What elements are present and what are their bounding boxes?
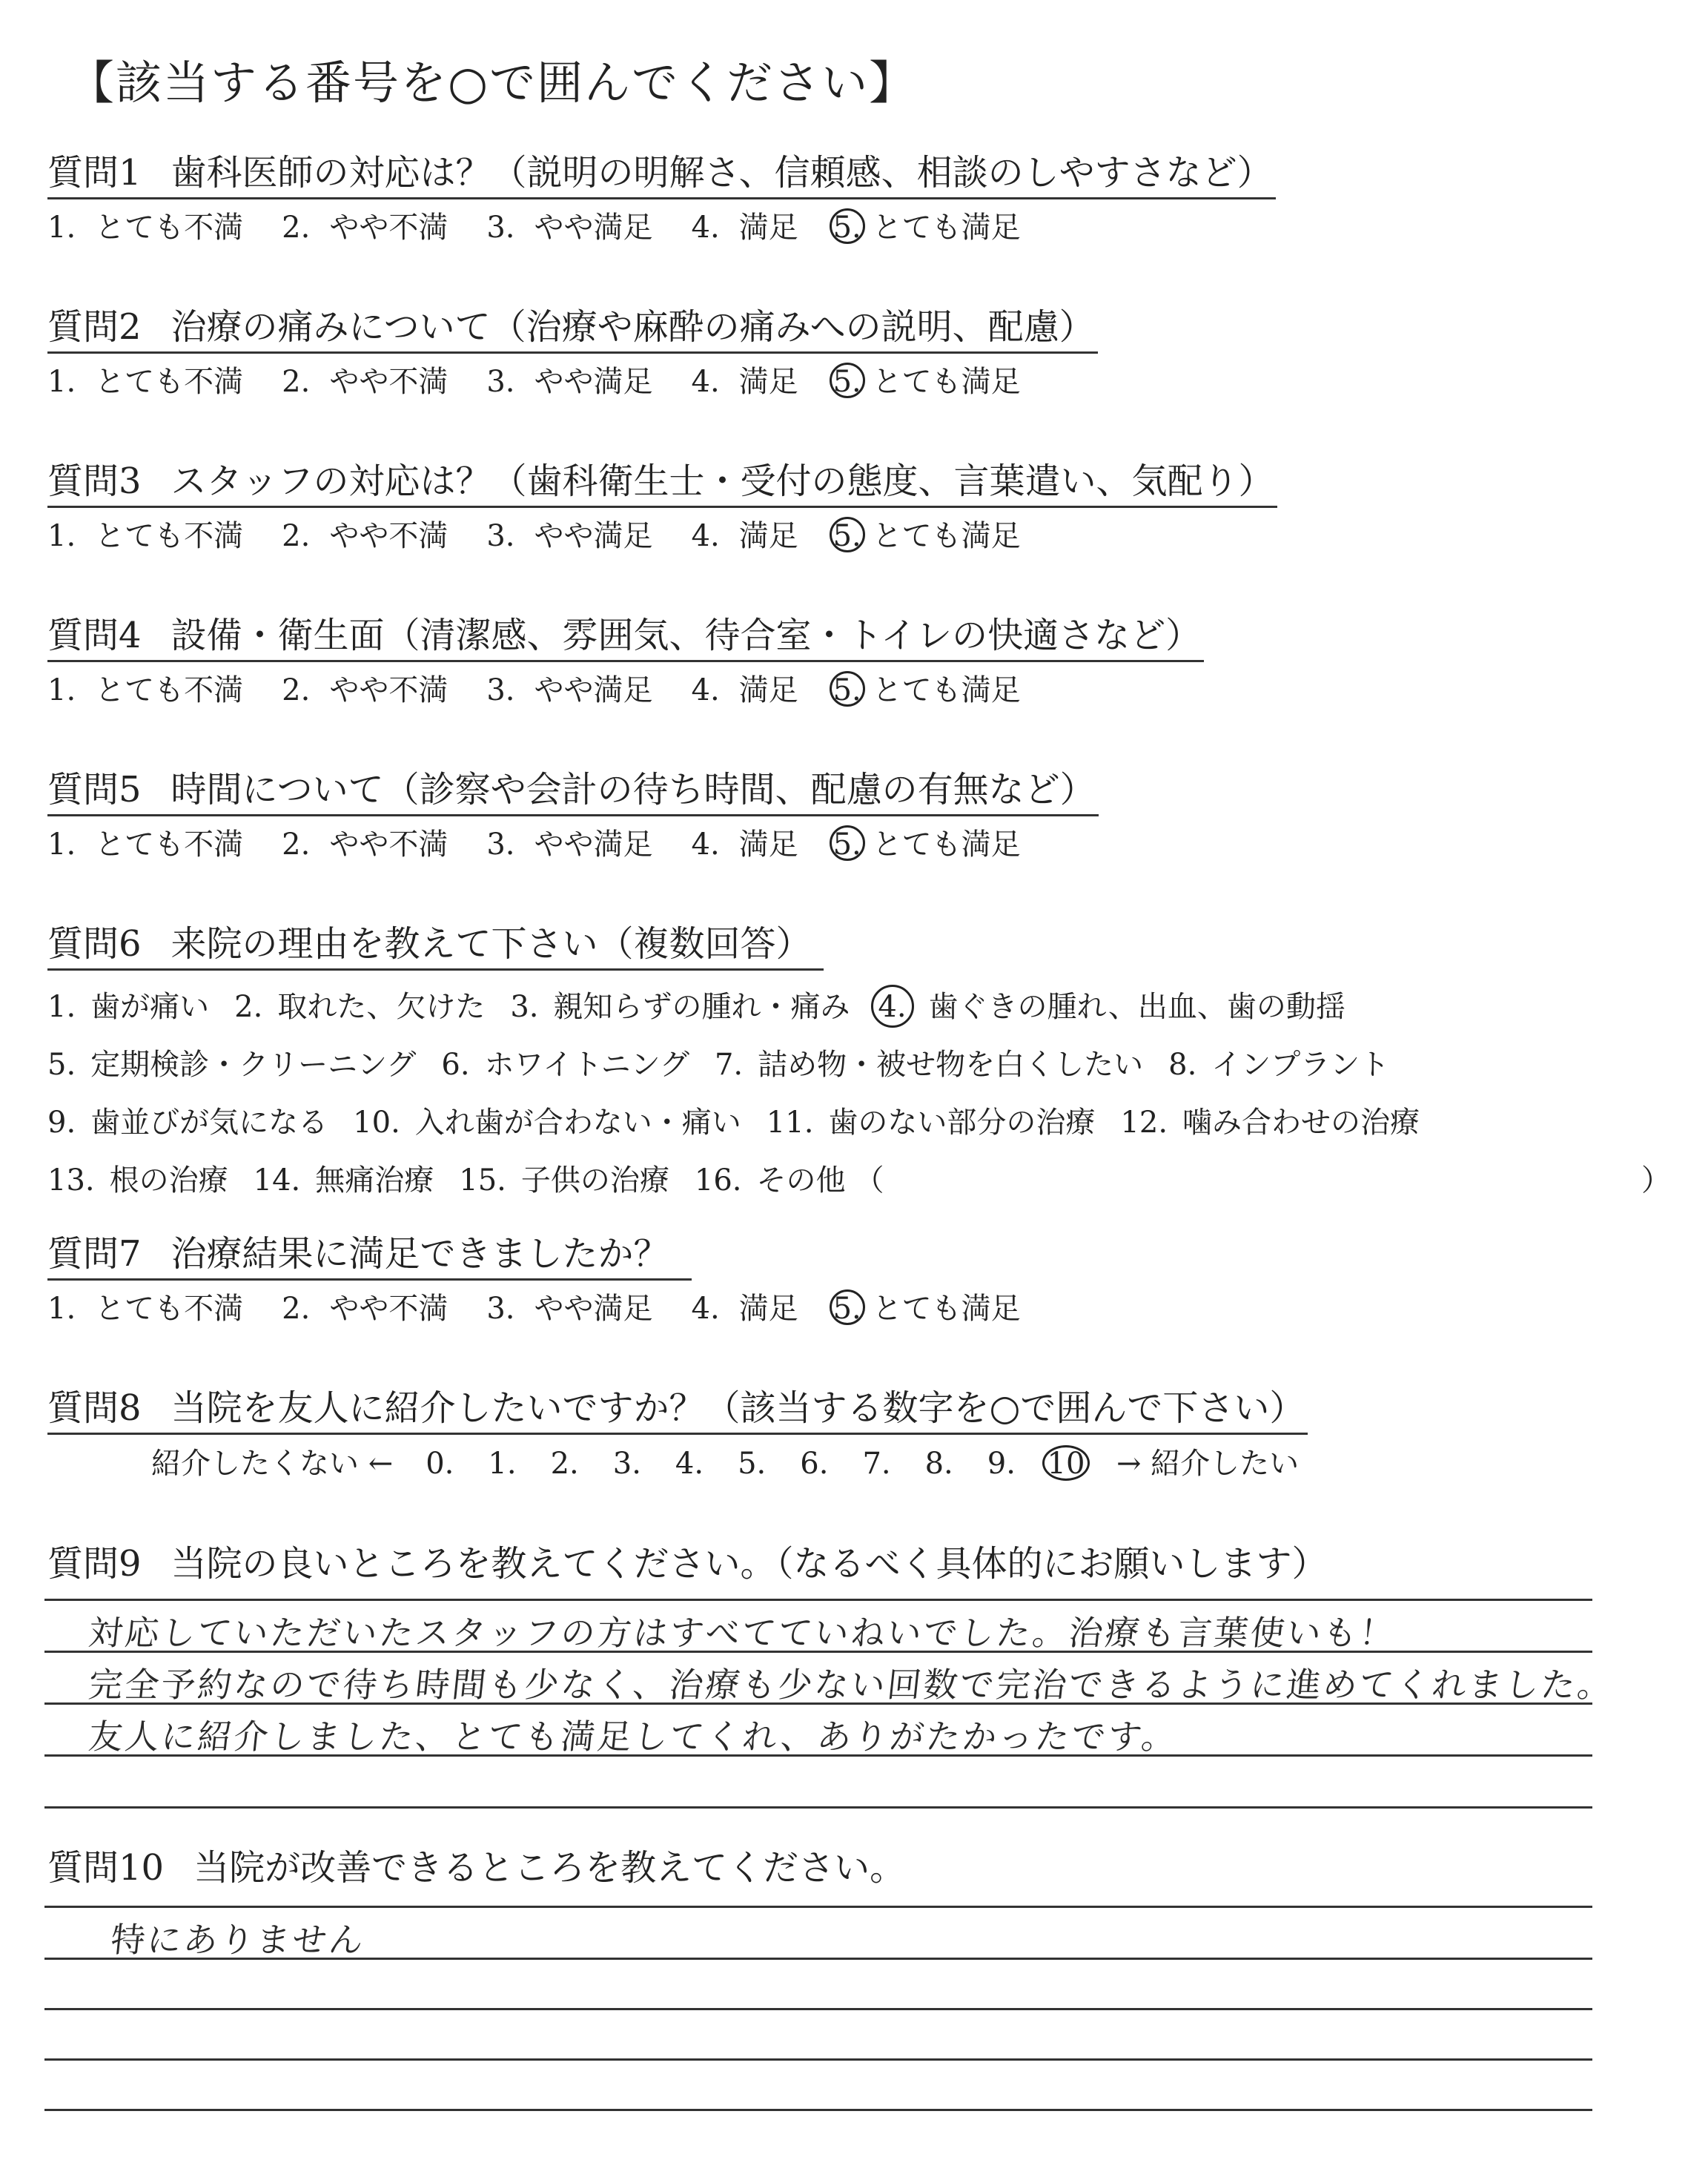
question-text: 治療の痛みについて（治療や麻酔の痛みへの説明、配慮） (171, 306, 1095, 348)
circled-option-number: 5. (830, 825, 865, 861)
option-number: 1. (47, 365, 76, 399)
option-number: 2. (282, 673, 311, 707)
question-heading (47, 148, 1276, 199)
question-heading (47, 1539, 1331, 1588)
rating-options (47, 515, 1277, 557)
rating-options (47, 207, 1276, 248)
option-label: その他 (756, 1163, 846, 1198)
option-number: 4. (691, 673, 720, 707)
rating-option-1[interactable] (47, 361, 243, 403)
question-text: 治療結果に満足できましたか？ (171, 1233, 669, 1275)
question-10 (47, 1843, 908, 1892)
question-7 (47, 1229, 1059, 1330)
option-number: 3. (510, 990, 539, 1024)
circled-option-number: 4. (871, 985, 914, 1028)
answer-line (44, 2109, 1592, 2111)
rating-option-2[interactable] (282, 207, 448, 248)
circled-option-number: 5. (830, 1289, 865, 1325)
answer-line (44, 2058, 1592, 2061)
handwritten-answer: 対応していただいたスタッフの方はすべてていねいでした。治療も言葉使いも！ (86, 1613, 1398, 1653)
option-label: 歯並びが気になる (90, 1106, 328, 1140)
question-heading (47, 457, 1277, 508)
scale-number[interactable]: 6. (800, 1447, 829, 1481)
question-3 (47, 457, 1277, 557)
rating-option-4[interactable] (692, 361, 798, 403)
scale-number[interactable]: 2. (550, 1447, 579, 1481)
scale-number[interactable]: 9. (987, 1447, 1016, 1481)
option-label: 入れ歯が合わない・痛い (414, 1106, 741, 1140)
option-number: 3. (486, 673, 515, 707)
question-text: 当院が改善できるところを教えてください。 (193, 1847, 906, 1889)
question-heading (47, 919, 824, 971)
option-label: ホワイトニング (484, 1048, 689, 1082)
rating-option-5[interactable] (833, 824, 1021, 865)
question-number: 質問3 (47, 460, 142, 502)
handwritten-answer: 特にありません (108, 1920, 368, 1960)
question-1 (47, 148, 1276, 248)
rating-option-5[interactable] (833, 361, 1021, 403)
option-number: 9. (47, 1106, 76, 1140)
option-label: とても満足 (872, 365, 1021, 399)
reason-option-11[interactable] (767, 1094, 1096, 1152)
option-label: 取れた、欠けた (277, 990, 486, 1024)
rating-option-4[interactable] (692, 207, 798, 248)
option-number: 2. (282, 828, 311, 862)
option-number: 3. (486, 1292, 515, 1326)
recommend-scale (151, 1442, 1308, 1485)
option-label: とても満足 (872, 211, 1021, 245)
handwritten-answer: 完全予約なので待ち時間も少なく、治療も少ない回数で完治できるように進めてくれました。 (86, 1665, 1616, 1705)
option-number: 2. (282, 1292, 311, 1326)
scale-left-label: 紹介したくない ← (151, 1447, 394, 1481)
other-paren-close: ） (1641, 1163, 1671, 1198)
option-label: とても満足 (872, 1292, 1021, 1326)
rating-option-3[interactable] (486, 515, 652, 557)
answer-line (44, 1599, 1592, 1601)
rating-option-2[interactable] (282, 515, 448, 557)
scale-right-label: → 紹介したい (1116, 1447, 1300, 1481)
reason-option-6[interactable] (441, 1036, 689, 1094)
option-label: とても不満 (95, 211, 244, 245)
reason-option-10[interactable] (353, 1094, 741, 1152)
option-number: 11. (766, 1106, 814, 1140)
rating-option-3[interactable] (486, 1288, 652, 1330)
option-number: 10. (353, 1106, 400, 1140)
rating-option-5[interactable] (833, 1288, 1021, 1330)
question-text: 設備・衛生面（清潔感、雰囲気、待合室・トイレの快適さなど） (171, 615, 1202, 656)
option-label: とても不満 (95, 673, 244, 707)
option-number: 14. (253, 1163, 301, 1198)
question-4 (47, 611, 1204, 711)
option-label: インプラント (1211, 1048, 1390, 1082)
handwritten-answer: 友人に紹介しました、とても満足してくれ、ありがたかったです。 (86, 1717, 1180, 1757)
option-number: 2. (282, 365, 311, 399)
reason-row (47, 1036, 1445, 1094)
question-heading (47, 1384, 1308, 1435)
reason-option-1[interactable] (47, 978, 209, 1036)
question-number: 質問6 (47, 923, 142, 965)
option-label: 子供の治療 (520, 1163, 669, 1198)
scale-number[interactable]: 5. (738, 1447, 767, 1481)
option-label: とても不満 (95, 1292, 244, 1326)
option-number: 15. (459, 1163, 506, 1198)
reason-option-9[interactable] (47, 1094, 328, 1152)
question-9 (47, 1539, 1331, 1588)
rating-option-2[interactable] (282, 824, 448, 865)
question-8 (47, 1384, 1308, 1485)
option-number: 5. (47, 1048, 76, 1082)
option-number: 3. (486, 211, 515, 245)
scale-number[interactable]: 3. (612, 1447, 641, 1481)
option-label: とても不満 (95, 828, 244, 862)
option-label: やや満足 (534, 365, 653, 399)
option-label: 歯が痛い (90, 990, 210, 1024)
question-number: 質問5 (47, 769, 142, 810)
option-number: 2. (282, 519, 311, 553)
answer-line (44, 2008, 1592, 2010)
option-number: 16. (694, 1163, 742, 1198)
question-number: 質問1 (47, 152, 142, 194)
rating-option-1[interactable] (47, 1288, 243, 1330)
option-label: 歯のない部分の治療 (828, 1106, 1096, 1140)
scale-number[interactable]: 0. (426, 1447, 454, 1481)
question-number: 質問10 (47, 1847, 165, 1889)
option-number: 4. (691, 828, 720, 862)
rating-option-1[interactable] (47, 207, 243, 248)
rating-option-5[interactable] (833, 515, 1021, 557)
option-number: 1. (47, 211, 76, 245)
option-label: 歯ぐきの腫れ、出血、歯の動揺 (928, 990, 1345, 1024)
reason-option-4[interactable] (875, 978, 1345, 1036)
option-number: 2. (282, 211, 311, 245)
option-number: 4. (691, 211, 720, 245)
option-label: やや満足 (534, 211, 653, 245)
circled-option-number: 5. (830, 671, 865, 707)
rating-option-2[interactable] (282, 1288, 448, 1330)
rating-option-4[interactable] (692, 515, 798, 557)
option-number: 1. (47, 673, 76, 707)
rating-option-5[interactable] (833, 207, 1021, 248)
rating-option-2[interactable] (282, 670, 448, 711)
reason-option-16[interactable] (695, 1152, 884, 1209)
reason-option-15[interactable] (459, 1152, 669, 1209)
option-label: 満足 (738, 1292, 798, 1326)
question-heading (47, 1229, 692, 1281)
option-number: 8. (1168, 1048, 1197, 1082)
option-number: 1. (47, 519, 76, 553)
rating-option-3[interactable] (486, 361, 652, 403)
reason-option-3[interactable] (510, 978, 850, 1036)
option-label: 根の治療 (109, 1163, 228, 1198)
answer-line (44, 1806, 1592, 1809)
question-heading (47, 765, 1099, 816)
question-number: 質問8 (47, 1387, 142, 1429)
circled-scale-number[interactable]: 10 (1042, 1445, 1090, 1481)
rating-options (47, 670, 1204, 711)
question-heading (47, 611, 1204, 662)
option-label: やや不満 (329, 673, 448, 707)
option-label: 詰め物・被せ物を白くしたい (758, 1048, 1144, 1082)
option-label: 満足 (738, 673, 798, 707)
question-number: 質問9 (47, 1543, 142, 1585)
rating-options (47, 1288, 1059, 1330)
rating-option-4[interactable] (692, 670, 798, 711)
other-paren-open[interactable]: （ (854, 1163, 884, 1198)
circled-option-number: 5. (830, 208, 865, 244)
option-label: やや不満 (329, 519, 448, 553)
option-label: とても満足 (872, 828, 1021, 862)
option-label: 噛み合わせの治療 (1182, 1106, 1420, 1140)
reason-option-2[interactable] (234, 978, 485, 1036)
rating-options (47, 824, 1099, 865)
rating-option-2[interactable] (282, 361, 448, 403)
circled-option-number: 5. (830, 517, 865, 552)
reason-row (47, 1152, 1671, 1209)
option-number: 7. (714, 1048, 744, 1082)
option-number: 3. (486, 828, 515, 862)
scale-number[interactable]: 7. (862, 1447, 891, 1481)
rating-option-1[interactable] (47, 824, 243, 865)
option-label: やや不満 (329, 211, 448, 245)
option-label: やや満足 (534, 519, 653, 553)
option-label: 満足 (738, 365, 798, 399)
reason-row (47, 978, 1445, 1036)
question-number: 質問7 (47, 1233, 142, 1275)
question-text: 歯科医師の対応は？（説明の明解さ、信頼感、相談のしやすさなど） (171, 152, 1273, 194)
option-number: 3. (486, 365, 515, 399)
option-label: とても不満 (95, 519, 244, 553)
reason-option-7[interactable] (715, 1036, 1143, 1094)
question-text: 当院の良いところを教えてください。（なるべく具体的にお願いします） (171, 1543, 1328, 1585)
rating-options (47, 361, 1098, 403)
question-heading (47, 1843, 908, 1892)
option-number: 4. (691, 1292, 720, 1326)
question-text: スタッフの対応は？（歯科衛生士・受付の態度、言葉遣い、気配り） (171, 460, 1274, 502)
option-number: 4. (691, 519, 720, 553)
option-number: 1. (47, 990, 76, 1024)
option-label: 満足 (738, 211, 798, 245)
scale-number[interactable]: 4. (675, 1447, 704, 1481)
reason-option-8[interactable] (1168, 1036, 1389, 1094)
rating-option-4[interactable] (692, 824, 798, 865)
option-number: 2. (234, 990, 263, 1024)
rating-option-5[interactable] (833, 670, 1021, 711)
option-label: 満足 (738, 828, 798, 862)
rating-option-1[interactable] (47, 670, 243, 711)
question-text: 当院を友人に紹介したいですか？（該当する数字を○で囲んで下さい） (171, 1387, 1305, 1429)
option-number: 1. (47, 1292, 76, 1326)
option-number: 13. (47, 1163, 95, 1198)
option-label: 満足 (738, 519, 798, 553)
rating-option-1[interactable] (47, 515, 243, 557)
reason-option-12[interactable] (1120, 1094, 1420, 1152)
reason-option-14[interactable] (254, 1152, 434, 1209)
question-text: 来院の理由を教えて下さい（複数回答） (171, 923, 812, 965)
scale-number[interactable]: 8. (924, 1447, 953, 1481)
page-title: 【該当する番号を○で囲んでください】 (68, 56, 917, 110)
rating-option-3[interactable] (486, 207, 652, 248)
question-text: 時間について（診察や会計の待ち時間、配慮の有無など） (171, 769, 1096, 810)
option-label: 親知らずの腫れ・痛み (553, 990, 850, 1024)
option-label: やや満足 (534, 673, 653, 707)
reason-option-13[interactable] (47, 1152, 228, 1209)
option-label: 定期検診・クリーニング (90, 1048, 417, 1082)
option-label: やや満足 (534, 828, 653, 862)
option-label: やや不満 (329, 365, 448, 399)
answer-line (44, 1906, 1592, 1908)
option-label: とても満足 (872, 673, 1021, 707)
rating-option-3[interactable] (486, 824, 652, 865)
option-number: 4. (691, 365, 720, 399)
scale-number[interactable]: 1. (488, 1447, 517, 1481)
option-label: やや不満 (329, 828, 448, 862)
reason-row (47, 1094, 1445, 1152)
option-number: 3. (486, 519, 515, 553)
option-number: 1. (47, 828, 76, 862)
option-number: 6. (441, 1048, 470, 1082)
option-label: とても不満 (95, 365, 244, 399)
question-heading (47, 303, 1098, 354)
question-number: 質問4 (47, 615, 142, 656)
question-2 (47, 303, 1098, 403)
question-5 (47, 765, 1099, 865)
option-label: 無痛治療 (315, 1163, 434, 1198)
reason-option-5[interactable] (47, 1036, 416, 1094)
question-6 (47, 919, 1671, 1209)
option-label: やや不満 (329, 1292, 448, 1326)
rating-option-4[interactable] (692, 1288, 798, 1330)
circled-option-number: 5. (830, 363, 865, 398)
option-label: とても満足 (872, 519, 1021, 553)
option-label: やや満足 (534, 1292, 653, 1326)
option-number: 12. (1120, 1106, 1168, 1140)
question-number: 質問2 (47, 306, 142, 348)
rating-option-3[interactable] (486, 670, 652, 711)
